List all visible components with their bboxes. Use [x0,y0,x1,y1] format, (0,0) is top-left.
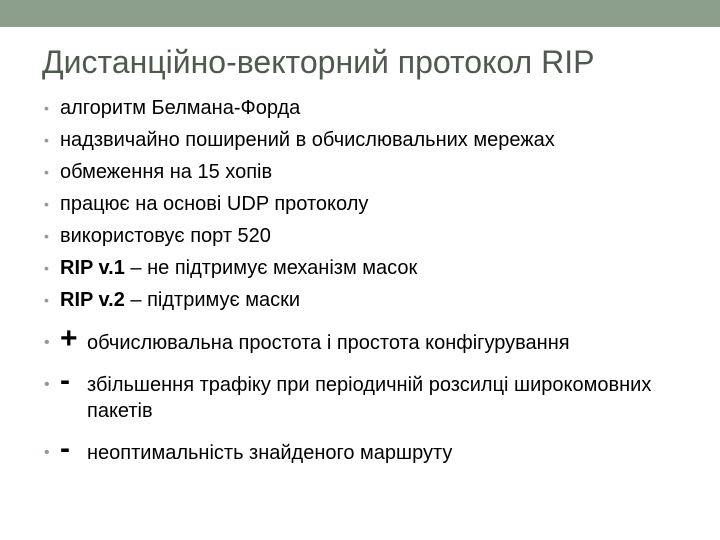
bullet-dot-icon: • [44,196,49,212]
pro-item [40,322,710,356]
pro-text: обчислювальна простота і простота конфігурування [87,332,570,354]
bullet-bold-text: RIP v.2 [60,289,125,311]
bullet-text: працює на основі UDP протоколу [60,193,369,215]
list-item [40,156,700,188]
bullet-dot-icon: • [44,376,50,393]
bullet-dot-icon: • [44,164,49,180]
bullet-dot-icon: • [44,334,50,351]
bullet-dot-icon: • [44,260,49,276]
plus-sign-icon: + [60,322,78,355]
bullet-dot-icon: • [44,228,49,244]
bullet-text: використовує порт 520 [60,225,271,247]
bullet-text: обмеження на 15 хопів [60,161,273,183]
minus-sign-icon: - [60,364,70,397]
bullet-text: – не підтримує механізм масок [124,257,418,279]
top-bar [0,0,720,27]
con-text: збільшення трафіку при періодичній розсилці широкомовних пакетів [87,374,652,422]
con-item [40,432,710,466]
bullet-bold-text: RIP v.1 [60,257,125,279]
bullet-list [40,92,700,316]
list-item [40,220,700,252]
list-item [40,92,700,124]
bullet-dot-icon: • [44,444,50,461]
list-item [40,284,700,316]
bullet-text: – підтримує маски [124,289,301,311]
con-item [40,364,710,424]
bullet-dot-icon: • [44,100,49,116]
list-item [40,188,700,220]
pros-cons-list [40,322,710,466]
list-item [40,252,700,284]
bullet-dot-icon: • [44,292,49,308]
con-text: неоптимальність знайденого маршруту [87,442,453,464]
bullet-text: алгоритм Белмана-Форда [60,97,301,119]
bullet-text: надзвичайно поширений в обчислювальних мережах [60,129,555,151]
slide-title: Дистанційно-векторний протокол RIP [42,44,595,80]
list-item [40,124,700,156]
minus-sign-icon: - [60,432,70,465]
bullet-dot-icon: • [44,132,49,148]
